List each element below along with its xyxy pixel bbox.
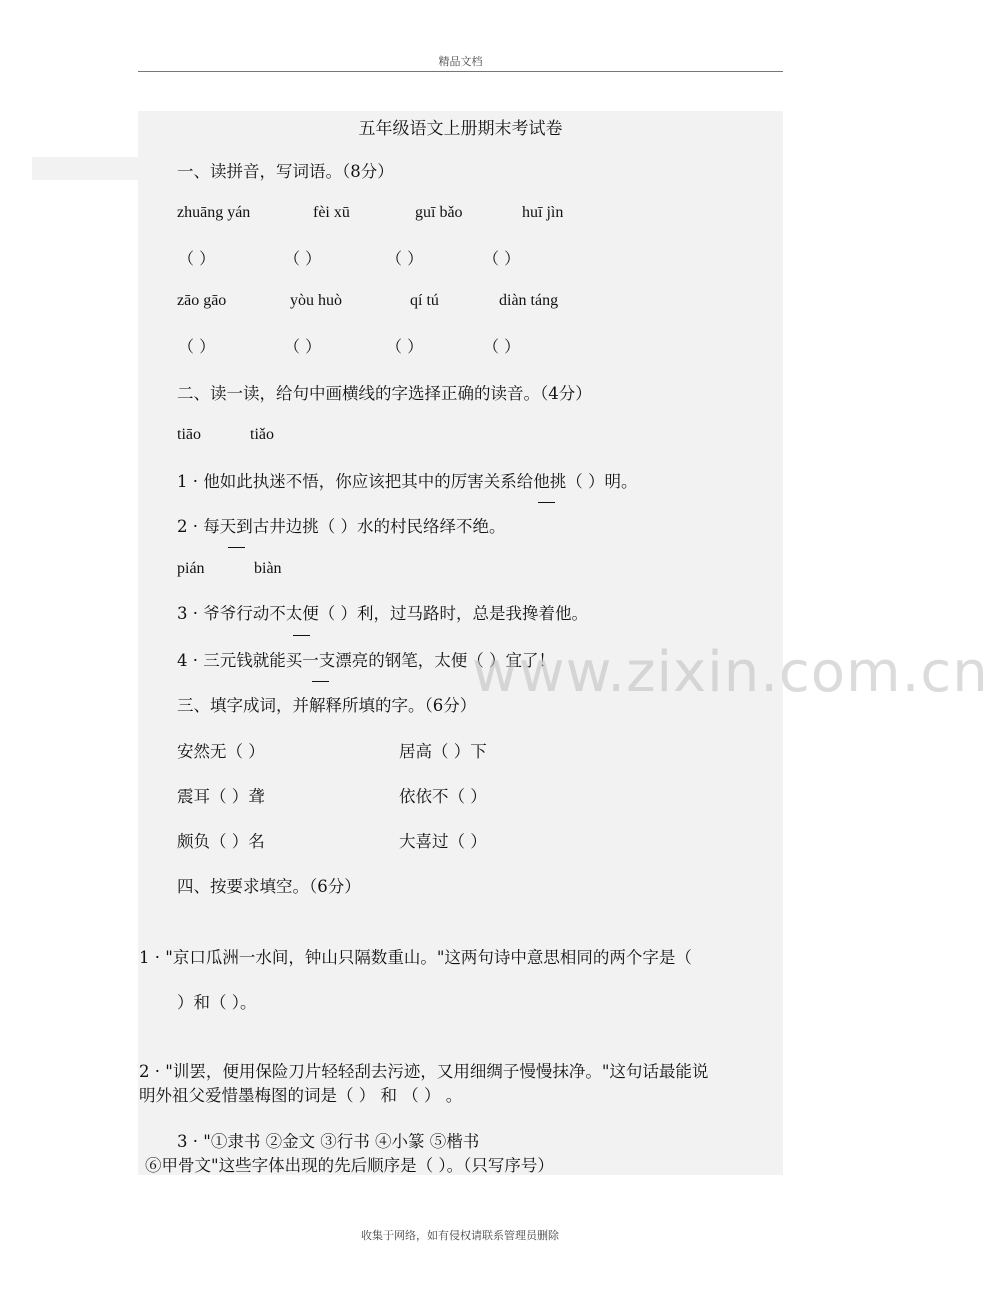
- question-4-1-cont: ）和（ ）。: [177, 993, 257, 1012]
- watermark: www.zixin.com.cn: [472, 640, 989, 705]
- section1-heading: 一、读拼音，写词语。（8分）: [177, 162, 394, 181]
- section3-heading: 三、填字成词，并解释所填的字。（6分）: [177, 696, 477, 715]
- fill-item: 居高（ ）下: [399, 742, 487, 761]
- pinyin-word: huī jìn: [522, 204, 564, 221]
- pinyin-word: diàn táng: [499, 292, 559, 309]
- question-4-2: 2 · "训罢，便用保险刀片轻轻刮去污迹，又用细绸子慢慢抹净。"这句话最能说: [139, 1062, 709, 1081]
- underline-mark: [312, 681, 329, 682]
- answer-blank: （ ）: [284, 249, 322, 268]
- pinyin-option: tiǎo: [250, 426, 274, 443]
- question-4-3: 3 · "①隶书 ②金文 ③行书 ④小篆 ⑤楷书: [177, 1132, 480, 1151]
- page-footer: 收集于网络，如有侵权请联系管理员删除: [361, 1229, 559, 1242]
- answer-blank: （ ）: [386, 337, 424, 356]
- fill-item: 依依不（ ）: [399, 787, 487, 806]
- pinyin-word: yòu huò: [290, 292, 342, 309]
- fill-item: 震耳（ ）聋: [177, 787, 265, 806]
- pinyin-option: tiāo: [177, 426, 201, 443]
- answer-blank: （ ）: [483, 249, 521, 268]
- fill-item: 大喜过（ ）: [399, 832, 487, 851]
- answer-blank: （ ）: [284, 337, 322, 356]
- fill-item: 安然无（ ）: [177, 742, 265, 761]
- question-2-3: 3 · 爷爷行动不太便（ ）利，过马路时，总是我搀着他。: [177, 604, 588, 623]
- underline-mark: [228, 547, 245, 548]
- pinyin-word: zāo gāo: [177, 292, 227, 309]
- fill-item: 颇负（ ）名: [177, 832, 265, 851]
- answer-blank: （ ）: [178, 337, 216, 356]
- pinyin-word: guī bǎo: [415, 204, 463, 221]
- question-2-2: 2 · 每天到古井边挑（ ）水的村民络绎不绝。: [177, 517, 506, 536]
- answer-blank: （ ）: [178, 249, 216, 268]
- answer-blank: （ ）: [483, 337, 521, 356]
- underline-mark: [538, 502, 555, 503]
- pinyin-word: qí tú: [410, 292, 439, 309]
- margin-strip: [32, 157, 138, 180]
- question-2-1: 1 · 他如此执迷不悟，你应该把其中的厉害关系给他挑（ ）明。: [177, 472, 638, 491]
- question-4-2-cont: 明外祖父爱惜墨梅图的词是（ ） 和 （ ） 。: [139, 1086, 463, 1105]
- pinyin-word: fèi xū: [313, 204, 350, 221]
- pinyin-option: pián: [177, 560, 205, 577]
- section4-heading: 四、按要求填空。（6分）: [177, 877, 361, 896]
- question-2-4: 4 · 三元钱就能买一支漂亮的钢笔，太便（ ）宜了！: [177, 651, 555, 670]
- page-header: 精品文档: [138, 52, 783, 72]
- underline-mark: [293, 635, 310, 636]
- exam-title: 五年级语文上册期末考试卷: [358, 119, 563, 139]
- question-4-1: 1 · "京口瓜洲一水间，钟山只隔数重山。"这两句诗中意思相同的两个字是（: [139, 948, 692, 967]
- answer-blank: （ ）: [386, 249, 424, 268]
- section2-heading: 二、读一读，给句中画横线的字选择正确的读音。（4分）: [177, 384, 592, 403]
- pinyin-option: biàn: [254, 560, 282, 577]
- pinyin-word: zhuāng yán: [177, 204, 251, 221]
- question-4-3-cont: ⑥甲骨文"这些字体出现的先后顺序是（ ）。（只写序号）: [145, 1156, 554, 1175]
